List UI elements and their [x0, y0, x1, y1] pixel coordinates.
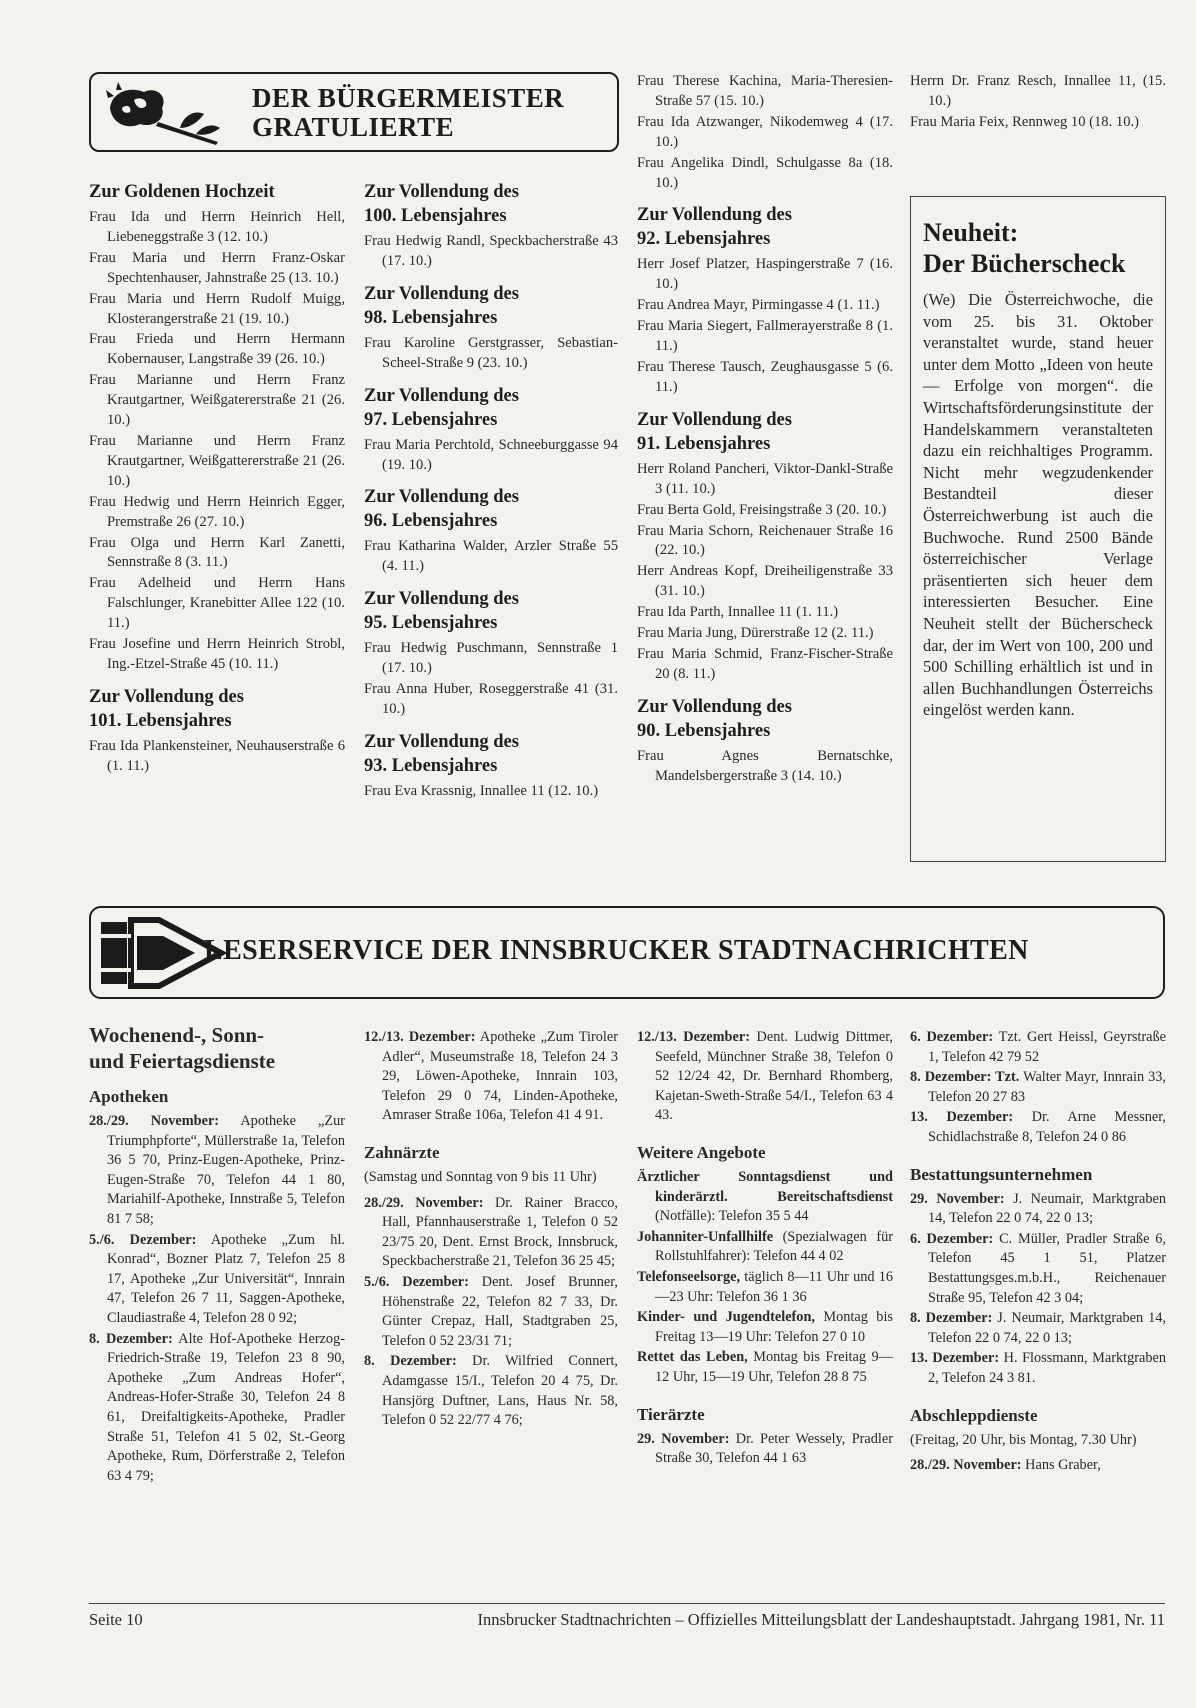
list-item: Frau Hedwig und Herrn Heinrich Egger, Premstraße 26 (27. 10.)	[89, 493, 345, 530]
list-item: Frau Maria Schmid, Franz-Fischer-Straße 20 (8. 11.)	[637, 645, 893, 682]
subsection-heading: Bestattungsunternehmen	[910, 1164, 1093, 1184]
list-item: Frau Hedwig Puschmann, Sennstraße 1 (17. 10.)	[364, 640, 618, 677]
footer-text: Innsbrucker Stadtnachrichten – Offizielles Mitteilungsblatt der Landeshauptstadt. Jahrgang 1981, Nr. 11	[477, 1610, 1165, 1629]
list-item: 8. Dezember: Dr. Wilfried Connert, Adamgasse 15/I., Telefon 20 4 75, Dr. Hansjörg Duftner, Lans, Haus Nr. 58, Telefon 0 52 22/77 4 76;	[364, 1353, 618, 1429]
column-4-top	[910, 72, 1166, 134]
list-item: Frau Josefine und Herrn Heinrich Strobl, Ing.-Etzel-Straße 45 (10. 11.)	[89, 636, 345, 672]
section-heading: Zur Vollendung des 100. Lebensjahres	[364, 182, 519, 226]
list-item: 6. Dezember: C. Müller, Pradler Straße 6, Telefon 45 1 51, Platzer Bestattungsges.m.b.H., Reichenauer Straße 95, Telefon 42 3 04;	[910, 1230, 1166, 1306]
lower-column-2	[364, 1028, 618, 1432]
section-heading: Zur Vollendung des 97. Lebensjahres	[364, 385, 519, 430]
list-item: Kinder- und Jugendtelefon, Montag bis Freitag 13—19 Uhr: Telefon 27 0 10	[637, 1309, 893, 1345]
list-item: Frau Angelika Dindl, Schulgasse 8a (18. 10.)	[637, 154, 893, 191]
list-item: Frau Ida und Herrn Heinrich Hell, Liebeneggstraße 3 (12. 10.)	[89, 209, 345, 245]
section-heading: Zur Vollendung des 98. Lebensjahres	[364, 283, 519, 328]
subsection-heading: Weitere Angebote	[637, 1142, 766, 1162]
section-heading: Zur Vollendung des 96. Lebensjahres	[364, 487, 519, 532]
list-item: Herr Andreas Kopf, Dreiheiligenstraße 33 (31. 10.)	[637, 563, 893, 600]
news-body: (We) Die Österreichwoche, die vom 25. bis 31. Oktober veranstaltet wurde, stand heuer unter dem Motto „Ideen von heute — Erfolge von morgen“. die Wirtschaftsförderungsinstitute der Handelskammern veranstalteten dazu ein reichhaltiges Programm. Nicht mehr wegzudenkender Bestandteil dieser Österreichwerbung ist auch die Buchwoche. Rund 2500 Bände österreichischer Verlage präsentierten sich heuer dem interessierten Besucher. Eine Neuheit stellt der Bücherscheck dar, der im Wert von 100, 200 und 500 Schilling erhältlich ist und in allen Buchhandlungen Österreichs eingelöst werden kann.	[923, 290, 1153, 720]
banner-title: LESERSERVICE DER INNSBRUCKER STADTNACHRICHTEN	[204, 935, 1029, 966]
list-item: Frau Andrea Mayr, Pirmingasse 4 (1. 11.)	[637, 297, 880, 314]
list-item: Frau Maria und Herrn Franz-Oskar Spechtenhauser, Jahnstraße 25 (13. 10.)	[89, 249, 345, 286]
subsection-heading: Zahnärzte	[364, 1142, 440, 1162]
list-item: 29. November: J. Neumair, Marktgraben 14, Telefon 22 0 74, 22 0 13;	[910, 1190, 1167, 1227]
list-item: Frau Marianne und Herrn Franz Krautgartner, Weißgatererstraße 21 (26. 10.)	[89, 372, 345, 429]
list-item: Frau Marianne und Herrn Franz Krautgartner, Weißgattererstraße 21 (26. 10.)	[89, 432, 345, 489]
list-item: 13. Dezember: Dr. Arne Messner, Schidlachstraße 8, Telefon 24 0 86	[910, 1109, 1167, 1145]
lower-column-3	[637, 1028, 893, 1470]
list-item: 5./6. Dezember: Apotheke „Zum hl. Konrad“, Bozner Platz 7, Telefon 25 8 17, Apotheke „Zur Universität“, Innrain 47, Telefon 26 7 11, Saggen-Apotheke, Claudiastraße 4, Telefon 28 0 92;	[89, 1231, 345, 1326]
column-2	[364, 180, 618, 803]
page-number: Seite 10	[89, 1610, 143, 1629]
header-title: DER BÜRGERMEISTER GRATULIERTE	[252, 83, 565, 142]
list-item: Herr Roland Pancheri, Viktor-Dankl-Straße 3 (11. 10.)	[637, 460, 893, 497]
lower-column-4	[910, 1028, 1166, 1477]
subsection-heading: Tierärzte	[637, 1404, 705, 1424]
column-1	[89, 180, 345, 778]
list-item: Rettet das Leben, Montag bis Freitag 9—12 Uhr, 15—19 Uhr, Telefon 28 8 75	[637, 1349, 893, 1385]
news-title: Neuheit: Der Bücherscheck	[923, 218, 1126, 278]
subsection-heading: Abschleppdienste	[910, 1405, 1038, 1425]
list-item: Herrn Dr. Franz Resch, Innallee 11, (15. 10.)	[910, 73, 1166, 109]
list-item: Johanniter-Unfallhilfe (Spezialwagen für Rollstuhlfahrer): Telefon 44 4 02	[637, 1228, 893, 1265]
list-item: 5./6. Dezember: Dent. Josef Brunner, Höhenstraße 22, Telefon 82 7 33, Dr. Günter Crepaz, Hall, Stadtgraben 25, Telefon 0 52 23/31 71;	[364, 1273, 618, 1349]
list-item: Frau Ida Atzwanger, Nikodemweg 4 (17. 10.)	[637, 113, 893, 150]
rose-icon	[100, 78, 225, 146]
list-item: Frau Ida Plankensteiner, Neuhauserstraße 6 (1. 11.)	[89, 737, 345, 774]
section-heading: Zur Vollendung des 101. Lebensjahres	[89, 686, 244, 731]
column-3	[637, 72, 893, 788]
news-box	[910, 196, 1166, 862]
footer-rule	[89, 1603, 1165, 1604]
list-item: 8. Dezember: J. Neumair, Marktgraben 14, Telefon 22 0 74, 22 0 13;	[910, 1310, 1166, 1346]
list-item: Frau Anna Huber, Roseggerstraße 41 (31. 10.)	[364, 681, 618, 717]
list-item: Frau Maria Siegert, Fallmerayerstraße 8 (1. 11.)	[637, 318, 893, 355]
list-item: Frau Hedwig Randl, Speckbacherstraße 43 (17. 10.)	[364, 233, 618, 269]
section-heading: Zur Vollendung des 95. Lebensjahres	[364, 589, 519, 634]
subsection-heading: Apotheken	[89, 1087, 169, 1106]
list-item: 8. Dezember: Alte Hof-Apotheke Herzog-Friedrich-Straße 19, Telefon 23 8 90, Apotheke „Zum Andreas Hofer“, Andreas-Hofer-Straße 30, Telefon 24 8 61, Dreifaltigkeits-Apotheke, Pradler Straße 51, Telefon 41 5 02, St.-Georg Apotheke, Rum, Dörferstraße 2, Telefon 63 4 79;	[89, 1330, 345, 1484]
list-item: 28./29. November: Apotheke „Zur Triumphpforte“, Müllerstraße 1a, Telefon 36 5 70, Prinz-Eugen-Apotheke, Prinz-Eugen-Straße 70, Telefon 44 1 80, Mariahilf-Apotheke, Innstraße 5, Telefon 81 7 58;	[89, 1113, 345, 1227]
list-item: Frau Karoline Gerstgrasser, Sebastian-Scheel-Straße 9 (23. 10.)	[364, 334, 618, 371]
section-heading: Zur Vollendung des 90. Lebensjahres	[637, 696, 792, 741]
list-item: Frau Maria Jung, Dürerstraße 12 (2. 11.)	[637, 625, 874, 642]
list-item: Frau Ida Parth, Innallee 11 (1. 11.)	[637, 604, 839, 621]
list-item: Frau Maria Schorn, Reichenauer Straße 16 (22. 10.)	[637, 522, 893, 559]
lower-column-1	[89, 1022, 345, 1487]
list-item: Frau Therese Kachina, Maria-Theresien-Straße 57 (15. 10.)	[637, 73, 893, 109]
list-item: 13. Dezember: H. Flossmann, Marktgraben 2, Telefon 24 3 81.	[910, 1350, 1166, 1386]
list-item: Frau Maria Perchtold, Schneeburggasse 94 (19. 10.)	[364, 436, 618, 473]
list-item: Frau Maria und Herrn Rudolf Muigg, Klosterangerstraße 21 (19. 10.)	[89, 290, 345, 327]
note: (Samstag und Sonntag von 9 bis 11 Uhr)	[364, 1168, 597, 1185]
note: (Freitag, 20 Uhr, bis Montag, 7.30 Uhr)	[910, 1431, 1137, 1448]
list-item: Frau Eva Krassnig, Innallee 11 (12. 10.)	[364, 782, 599, 799]
list-item: 29. November: Dr. Peter Wessely, Pradler Straße 30, Telefon 44 1 63	[637, 1430, 893, 1467]
list-item: Frau Berta Gold, Freisingstraße 3 (20. 10.)	[637, 501, 887, 518]
list-item: Frau Adelheid und Herrn Hans Falschlunger, Kranebitter Allee 122 (10. 11.)	[89, 575, 345, 632]
list-item: Frau Therese Tausch, Zeughausgasse 5 (6. 11.)	[637, 358, 893, 395]
list-item: 8. Dezember: Tzt. Walter Mayr, Innrain 33, Telefon 20 27 83	[910, 1069, 1166, 1105]
section-title: Wochenend-, Sonn- und Feiertagsdienste	[89, 1023, 276, 1073]
list-item: 28./29. November: Dr. Rainer Bracco, Hall, Pfannhauserstraße 1, Telefon 0 52 23/75 20, Dent. Ernst Brock, Innsbruck, Speckbacherstraße 21, Telefon 36 25 45;	[364, 1194, 618, 1270]
list-item: Ärztlicher Sonntagsdienst und kinderärztl. Bereitschaftsdienst (Notfälle): Telefon 35 5 44	[637, 1168, 893, 1225]
list-item: Frau Agnes Bernatschke, Mandelsbergerstraße 3 (14. 10.)	[637, 747, 893, 784]
list-item: Frau Katharina Walder, Arzler Straße 55 (4. 11.)	[364, 538, 618, 575]
list-item: 12./13. Dezember: Dent. Ludwig Dittmer, Seefeld, Münchner Straße 38, Telefon 0 52 12/24 42, Dr. Bernhard Rhomberg, Kajetan-Sweth-Straße 54/I., Telefon 63 4 43.	[637, 1029, 893, 1124]
list-item: Frau Maria Feix, Rennweg 10 (18. 10.)	[910, 113, 1139, 130]
section-heading: Zur Vollendung des 91. Lebensjahres	[637, 409, 792, 454]
list-item: 12./13. Dezember: Apotheke „Zum Tiroler Adler“, Museumstraße 18, Telefon 24 3 29, Löwen-Apotheke, Innrain 103, Telefon 29 0 74, Linden-Apotheke, Amraser Straße 106a, Telefon 41 4 91.	[364, 1029, 619, 1124]
list-item: Telefonseelsorge, täglich 8—11 Uhr und 16—23 Uhr: Telefon 36 1 36	[637, 1268, 893, 1305]
list-item: Frau Olga und Herrn Karl Zanetti, Sennstraße 8 (3. 11.)	[89, 534, 345, 571]
section-heading: Zur Vollendung des 92. Lebensjahres	[637, 205, 792, 250]
list-item: Herr Josef Platzer, Haspingerstraße 7 (16. 10.)	[637, 256, 893, 293]
list-item: 6. Dezember: Tzt. Gert Heissl, Geyrstraße 1, Telefon 42 79 52	[910, 1029, 1166, 1065]
list-item: Frau Frieda und Herrn Hermann Kobernauser, Langstraße 39 (26. 10.)	[89, 331, 345, 368]
list-item: 28./29. November: Hans Graber,	[910, 1457, 1101, 1474]
section-heading: Zur Vollendung des 93. Lebensjahres	[364, 731, 519, 776]
section-heading: Zur Goldenen Hochzeit	[89, 182, 275, 202]
